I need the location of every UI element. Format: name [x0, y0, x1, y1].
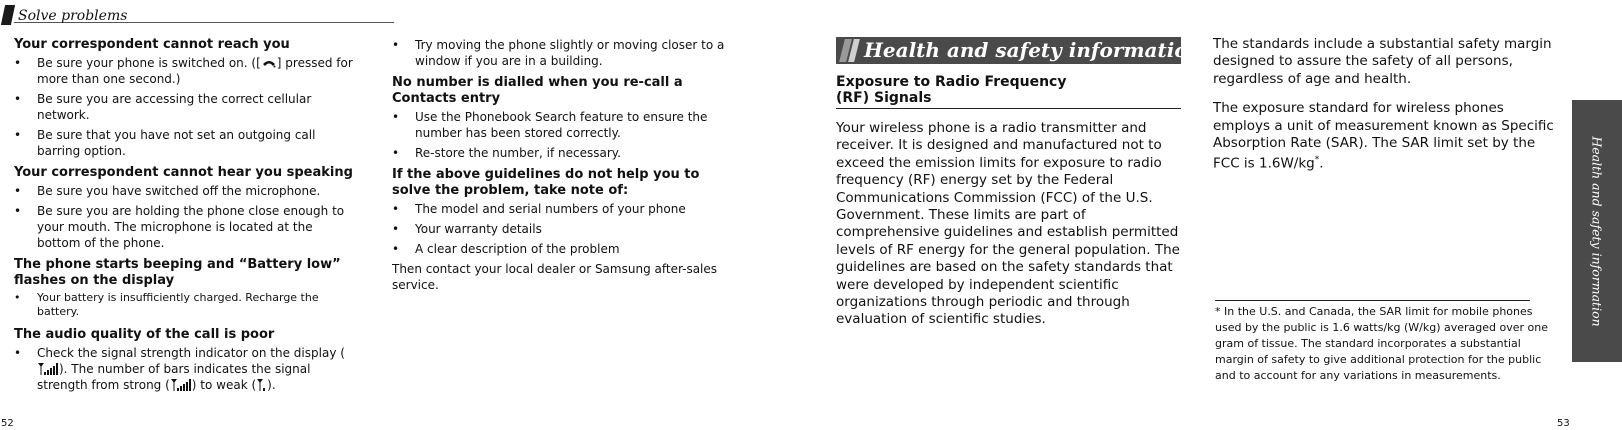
- list-item: • Be sure you are holding the phone close enough to your mouth. The microphone is located at the bottom of the phone.: [14, 203, 359, 251]
- bullet-list: [14, 183, 359, 251]
- bullet-list: [392, 109, 737, 161]
- paragraph: The standards include a substantial safety margin designed to assure the safety of all persons, regardless of age and health.: [1213, 36, 1552, 87]
- footnote-rule: [1215, 300, 1530, 301]
- section-rule: [836, 108, 1181, 109]
- header-accent-bar: [1, 5, 15, 25]
- page-number-left: 52: [1, 418, 14, 429]
- page-number-right: 53: [1557, 418, 1570, 429]
- paragraph-text: The exposure standard for wireless phones employs a unit of measurement known as Specific Absorption Rate (SAR). The SAR limit set by the FCC is 1.6W/kg: [1213, 100, 1554, 172]
- signal-strength-full-icon: [170, 378, 192, 391]
- banner-title: Health and safety information: [864, 38, 1203, 62]
- left-column-1: [14, 37, 359, 397]
- list-item: • Try moving the phone slightly or moving closer to a window if you are in a building.: [392, 37, 737, 69]
- section-title-line: (RF) Signals: [836, 90, 932, 106]
- list-item-text: Check the signal strength indicator on the display (: [37, 346, 345, 360]
- side-tab-label: Health and safety information: [1589, 135, 1605, 327]
- list-item: • Your warranty details: [392, 221, 737, 237]
- list-item: • Be sure you are accessing the correct cellular network.: [14, 91, 359, 123]
- bullet-list: [14, 291, 359, 319]
- signal-strength-weak-icon: [256, 378, 267, 391]
- list-item-text: Be sure your phone is switched on. ([: [37, 56, 261, 70]
- bullet-list: [14, 55, 359, 159]
- bullet-list: [392, 37, 737, 69]
- footnote-marker: *: [1215, 305, 1221, 318]
- bullet-list: [392, 201, 737, 257]
- left-column-2: [392, 37, 737, 293]
- closing-paragraph: Then contact your local dealer or Samsung after-sales service.: [392, 262, 718, 292]
- list-item: • Be sure you have switched off the microphone.: [14, 183, 359, 199]
- phone-end-key-icon: [261, 58, 277, 68]
- list-item: • Be sure that you have not set an outgoing call barring option.: [14, 127, 359, 159]
- signal-strength-full-icon: [37, 362, 59, 375]
- body-paragraph: Your wireless phone is a radio transmitter and receiver. It is designed and manufactured not to exceed the emission limits for exposure to radio frequency (RF) energy set by the Federal Communications Commission (FCC) of the U.S. Government. These limits are part of comprehensive guidelines and establish permitted levels of RF energy for the general population. The guidelines are based on the safety standards that were developed by independent scientific organizations through periodic and through evaluation of scientific studies.: [836, 120, 1180, 328]
- section-title-line: Exposure to Radio Frequency: [836, 74, 1067, 90]
- list-item: • Your battery is insufficiently charged. Recharge the battery.: [14, 291, 359, 319]
- list-item-text: ).: [267, 378, 276, 392]
- footnote: [1215, 304, 1560, 384]
- list-item-text: ] pressed for more than one second.): [37, 56, 353, 86]
- list-item-text: ) to weak (: [191, 378, 257, 392]
- list-item: • A clear description of the problem: [392, 241, 737, 257]
- section-heading: The phone starts beeping and “Battery low” flashes on the display: [14, 257, 341, 288]
- page-header-title: Solve problems: [18, 8, 128, 24]
- bullet-list: [14, 345, 359, 393]
- list-item: [14, 55, 359, 87]
- footnote-text: In the U.S. and Canada, the SAR limit for mobile phones used by the public is 1.6 watts/kg (W/kg) averaged over one gram of tissue. The standard incorporates a substantial margin of safety to give additional protection for the public and to account for any variations in measurements.: [1215, 305, 1549, 382]
- list-item: • The model and serial numbers of your phone: [392, 201, 737, 217]
- right-column: [1213, 36, 1565, 185]
- footnote-marker: *: [1314, 155, 1320, 166]
- section-heading: Your correspondent cannot hear you speaking: [14, 165, 353, 180]
- section-title: [836, 74, 1181, 106]
- section-heading: Your correspondent cannot reach you: [14, 37, 290, 52]
- section-heading: No number is dialled when you re-call a Contacts entry: [392, 75, 683, 106]
- section-heading: The audio quality of the call is poor: [14, 327, 275, 342]
- side-tab-label-wrap: [1572, 100, 1622, 362]
- list-item: • Use the Phonebook Search feature to ensure the number has been stored correctly.: [392, 109, 737, 141]
- list-item: [14, 345, 359, 393]
- section-heading: If the above guidelines do not help you to solve the problem, take note of:: [392, 167, 700, 198]
- list-item: • Re-store the number, if necessary.: [392, 145, 737, 161]
- list-item-text: ). The number of bars indicates the signal strength from strong (: [37, 362, 311, 392]
- paragraph: The exposure standard for wireless phones employs a unit of measurement known as Specific Absorption Rate (SAR). The SAR limit set by the FCC is 1.6W/kg*.: [1213, 100, 1554, 172]
